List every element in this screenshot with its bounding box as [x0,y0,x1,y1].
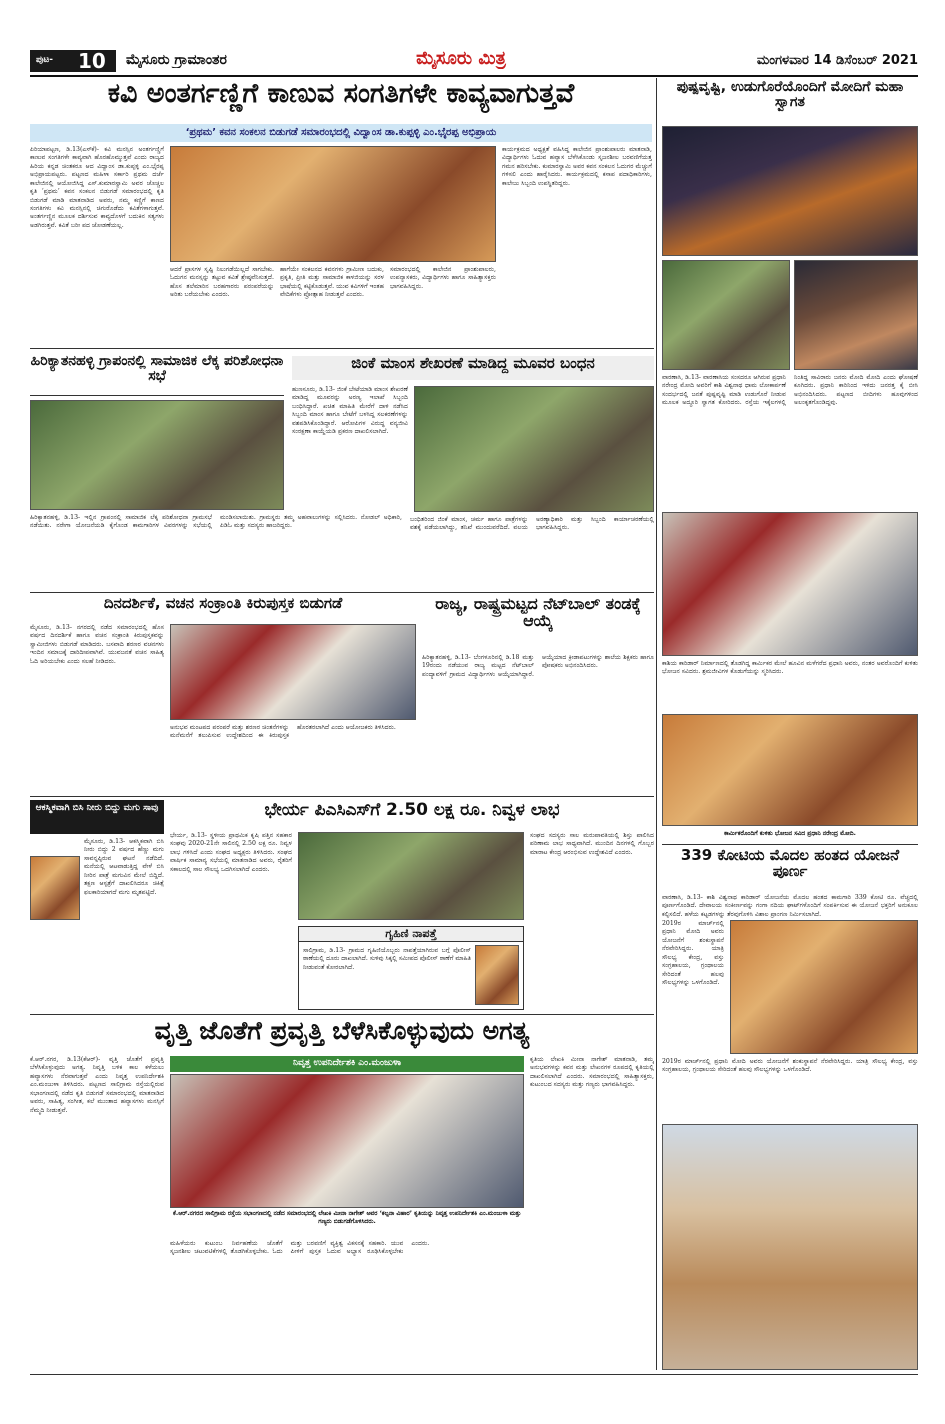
deer-body: ಹುಣಸೂರು, ಡಿ.13- ಜಿಂಕೆ ಬೇಟೆಯಾಡಿ ಮಾಂಸ ಶೇಖರಣೆ ಮಾಡಿದ್ದ ಮೂವರನ್ನು ಅರಣ್ಯ ಇಲಾಖೆ ಸಿಬ್ಬಂದಿ ಬಂಧಿಸಿದ್ದಾರೆ. ಖಚಿತ ಮಾಹಿತಿ ಮೇರೆಗೆ ದಾಳಿ ನಡೆಸಿದ ಸಿಬ್ಬಂದಿ ಮಾಂಸ ಹಾಗೂ ಬೇಟೆಗೆ ಬಳಸಿದ್ದ ಸಲಕರಣೆಗಳನ್ನು ವಶಪಡಿಸಿಕೊಂಡಿದ್ದಾರೆ. ಆರೋಪಿಗಳ ವಿರುದ್ಧ ವನ್ಯಜೀವಿ ಸಂರಕ್ಷಣಾ ಕಾಯ್ದೆಯಡಿ ಪ್ರಕರಣ ದಾಖಲಿಸಲಾಗಿದೆ. [292,386,408,436]
page-label: ಪುಟ- [36,55,53,65]
hobby-body-mid: ಮಹಿಳೆಯರು ಕುಟುಂಬ ನಿರ್ವಹಣೆಯ ಜೊತೆಗೆ ಸೃಜನಶೀಲ ಚಟುವಟಿಕೆಗಳಲ್ಲಿ ತೊಡಗಿಕೊಳ್ಳಬೇಕು. ಓದು ಮತ್ತು ಬರವಣಿಗೆ ವ್ಯಕ್ತಿತ್ವ ವಿಕಸನಕ್ಕೆ ಸಹಕಾರಿ. ಯುವ ಪೀಳಿಗೆ ಪುಸ್ತಕ ಓದುವ ಅಭ್ಯಾಸ ರೂಢಿಸಿಕೊಳ್ಳಬೇಕು ಎಂದರು. [170,1240,430,1256]
modi-body: ವಾರಣಾಸಿ, ಡಿ.13- ವಾರಣಾಸಿಯ ಸಂಸದರೂ ಆಗಿರುವ ಪ್ರಧಾನಿ ನರೇಂದ್ರ ಮೋದಿ ಅವರಿಗೆ ಕಾಶಿ ವಿಶ್ವನಾಥ ಧಾಮ ಲೋಕಾರ್ಪಣೆ ಸಂದರ್ಭದಲ್ಲಿ ಜನತೆ ಪುಷ್ಪವೃಷ್ಟಿ ಮಾಡಿ ಉಡುಗೊರೆ ನೀಡುವ ಮೂಲಕ ಅದ್ಧೂರಿ ಸ್ವಾಗತ ಕೋರಿದರು. ರಸ್ತೆಯ ಇಕ್ಕೆಲಗಳಲ್ಲಿ ನಿಂತಿದ್ದ ಸಾವಿರಾರು ಜನರು ಮೋದಿ ಮೋದಿ ಎಂದು ಘೋಷಣೆ ಕೂಗಿದರು. ಪ್ರಧಾನಿ ಕಾರಿನಿಂದ ಇಳಿದು ಜನರತ್ತ ಕೈ ಬೀಸಿ ಅಭಿನಂದಿಸಿದರು. ಪಟ್ಟಣದ ಬೀದಿಗಳು ಹೂವುಗಳಿಂದ ಅಲಂಕೃತಗೊಂಡಿದ್ದವು. [662,374,918,407]
obituary-photo [475,945,519,1005]
obituary-headline: ಗೃಹಿಣಿ ನಾಪತ್ತೆ [299,927,523,942]
modi-photo-ghat [662,126,918,256]
calendar-headline: ದಿನದರ್ಶಿಕೆ, ವಚನ ಸಂಕ್ರಾಂತಿ ಕಿರುಪುಸ್ತಕ ಬಿಡುಗಡೆ [103,596,343,612]
page-number: 10 [78,50,106,72]
temple-photo [662,1124,918,1370]
modi-photo-lunch [662,714,918,826]
lead-body-mid3: ಸಮಾರಂಭದಲ್ಲಿ ಕಾಲೇಜಿನ ಪ್ರಾಂಶುಪಾಲರು, ಉಪನ್ಯಾಸಕರು, ವಿದ್ಯಾರ್ಥಿಗಳು ಹಾಗೂ ಸಾಹಿತ್ಯಾಸಕ್ತರು ಭಾಗವಹಿಸಿದ್ದರು. [390,266,496,290]
modi-rule [662,844,918,845]
pacs-body2: ಸಂಘದ ಸದಸ್ಯರು ಸಾಲ ಮರುಪಾವತಿಯಲ್ಲಿ ಶಿಸ್ತು ಪಾಲಿಸಿದ ಪರಿಣಾಮ ಲಾಭ ಸಾಧ್ಯವಾಗಿದೆ. ಮುಂದಿನ ದಿನಗಳಲ್ಲಿ ಗೊಬ್ಬರ ಮಾರಾಟ ಕೇಂದ್ರ ಆರಂಭಿಸುವ ಉದ್ದೇಶವಿದೆ ಎಂದರು. [530,832,654,856]
project-body2: 2019ರ ಮಾರ್ಚ್‍ನಲ್ಲಿ ಪ್ರಧಾನಿ ಮೋದಿ ಅವರು ಯೋಜನೆಗೆ ಶಂಕುಸ್ಥಾಪನೆ ನೆರವೇರಿಸಿದ್ದರು. ಯಾತ್ರಿ ಸೌಲಭ್ಯ ಕೇಂದ್ರ, ವಸ್ತು ಸಂಗ್ರಹಾಲಯ, ಗ್ರಂಥಾಲಯ ಸೇರಿದಂತೆ ಹಲವು ಸೌಲಭ್ಯಗಳನ್ನು ಒಳಗೊಂಡಿದೆ. [662,1058,918,1074]
lead-subhead: ‘ಪ್ರಥಮ’ ಕವನ ಸಂಕಲನ ಬಿಡುಗಡೆ ಸಮಾರಂಭದಲ್ಲಿ ವಿದ್ವಾಂಸ ಡಾ.ಕುಪ್ಪಳ್ಳಿ ಎಂ.ಭೈರಪ್ಪ ಅಭಿಪ್ರಾಯ [30,124,652,142]
obituary-body: ಸಾಲಿಗ್ರಾಮ, ಡಿ.13- ಗ್ರಾಮದ ಗೃಹಿಣಿಯೊಬ್ಬರು ನಾಪತ್ತೆಯಾಗಿರುವ ಬಗ್ಗೆ ಪೊಲೀಸ್ ಠಾಣೆಯಲ್ಲಿ ದೂರು ದಾಖಲಾಗಿದೆ. ಸುಳಿವು ಸಿಕ್ಕಲ್ಲಿ ಸಮೀಪದ ಪೊಲೀಸ್ ಠಾಣೆಗೆ ಮಾಹಿತಿ ನೀಡುವಂತೆ ಕೋರಲಾಗಿದೆ. [303,947,471,971]
lead-body-right: ಕಾರ್ಯಕ್ರಮದ ಅಧ್ಯಕ್ಷತೆ ವಹಿಸಿದ್ದ ಕಾಲೇಜಿನ ಪ್ರಾಂಶುಪಾಲರು ಮಾತನಾಡಿ, ವಿದ್ಯಾರ್ಥಿಗಳು ಓದುವ ಹವ್ಯಾಸ ಬೆಳೆಸಿಕೊಂಡು ಸೃಜನಶೀಲ ಬರವಣಿಗೆಯತ್ತ ಗಮನ ಹರಿಸಬೇಕು. ಕುಮಾರಸ್ವಾಮಿ ಅವರ ಕವನ ಸಂಕಲನ ಓದುಗರ ಮೆಚ್ಚುಗೆ ಗಳಿಸಲಿ ಎಂದು ಹಾರೈಸಿದರು. ಕಾರ್ಯಕ್ರಮದಲ್ಲಿ ಕಸಾಪ ಪದಾಧಿಕಾರಿಗಳು, ಕಾಲೇಜು ಸಿಬ್ಬಂದಿ ಉಪಸ್ಥಿತರಿದ್ದರು. [502,146,652,187]
obituary-box [298,926,524,1010]
column-divider [656,78,657,1370]
lead-body-mid2: ಹಾಗೆಯೇ ಸಂಕಲನದ ಕವನಗಳು ಗ್ರಾಮೀಣ ಬದುಕು, ಪ್ರಕೃತಿ, ಪ್ರೀತಿ ಮತ್ತು ಸಾಮಾಜಿಕ ಕಾಳಜಿಯನ್ನು ಸರಳ ಭಾಷೆಯಲ್ಲಿ ಕಟ್ಟಿಕೊಡುತ್ತವೆ. ಯುವ ಕವಿಗಳಿಗೆ ಇಂತಹ ವೇದಿಕೆಗಳು ಪ್ರೋತ್ಸಾಹ ನೀಡುತ್ತವೆ ಎಂದರು. [280,266,384,299]
hobby-body-left: ಕೆ.ಆರ್.ನಗರ, ಡಿ.13(ಕೆಆರ್)- ವೃತ್ತಿ ಜೊತೆಗೆ ಪ್ರವೃತ್ತಿ ಬೆಳೆಸಿಕೊಳ್ಳುವುದು ಅಗತ್ಯ. ನಿವೃತ್ತಿ ಬಳಿಕ ಕಾಲ ಕಳೆಯಲು ಹವ್ಯಾಸಗಳು ನೆರವಾಗುತ್ತವೆ ಎಂದು ನಿವೃತ್ತ ಉಪನಿರ್ದೇಶಕಿ ಎಂ.ಮಂಜುಳಾ ತಿಳಿಸಿದರು. ಪಟ್ಟಣದ ಸಾಲಿಗ್ರಾಮ ರಸ್ತೆಯಲ್ಲಿರುವ ಸಭಾಂಗಣದಲ್ಲಿ ನಡೆದ ಕೃತಿ ಬಿಡುಗಡೆ ಸಮಾರಂಭದಲ್ಲಿ ಮಾತನಾಡಿದ ಅವರು, ಸಾಹಿತ್ಯ, ಸಂಗೀತ, ಕಲೆ ಮುಂತಾದ ಹವ್ಯಾಸಗಳು ಮನಸ್ಸಿಗೆ ನೆಮ್ಮದಿ ನೀಡುತ್ತವೆ. [30,1056,164,1114]
band2-rule [30,592,654,593]
hobby-caption: ಕೆ.ಆರ್.ನಗರದ ಸಾಲಿಗ್ರಾಮ ರಸ್ತೆಯ ಸಭಾಂಗಣದಲ್ಲಿ ನಡೆದ ಸಮಾರಂಭದಲ್ಲಿ ಲೇಖಕಿ ಮೀನಾ ನಾಗೇಶ್ ಅವರ ‘ಕಲ್ಪನಾ ವಿಹಾರ’ ಕೃತಿಯನ್ನು ನಿವೃತ್ತ ಉಪನಿರ್ದೇಶಕಿ ಎಂ.ಮಂಜುಳಾ ಮತ್ತು ಗಣ್ಯರು ಬಿಡುಗಡೆಗೊಳಿಸಿದರು. [172,1210,522,1225]
project-body: ವಾರಣಾಸಿ, ಡಿ.13- ಕಾಶಿ ವಿಶ್ವನಾಥ ಕಾರಿಡಾರ್ ಯೋಜನೆಯ ಮೊದಲ ಹಂತದ ಕಾಮಗಾರಿ 339 ಕೋಟಿ ರೂ. ವೆಚ್ಚದಲ್ಲಿ ಪೂರ್ಣಗೊಂಡಿದೆ. ದೇವಾಲಯ ಸಂಕೀರ್ಣವನ್ನು ಗಂಗಾ ನದಿಯ ಘಾಟ್‍ಗಳೊಂದಿಗೆ ಸಂಪರ್ಕಿಸುವ ಈ ಯೋಜನೆ ಭಕ್ತರಿಗೆ ಅನುಕೂಲ ಕಲ್ಪಿಸಲಿದೆ. ಹಳೆಯ ಕಟ್ಟಡಗಳನ್ನು ತೆರವುಗೊಳಿಸಿ ವಿಶಾಲ ಪ್ರಾಂಗಣ ನಿರ್ಮಿಸಲಾಗಿದೆ. [662,894,918,918]
hobby-headline: ವೃತ್ತಿ ಜೊತೆಗೆ ಪ್ರವೃತ್ತಿ ಬೆಳೆಸಿಕೊಳ್ಳುವುದು ಅಗತ್ಯ [154,1018,530,1045]
hobby-photo [170,1074,524,1208]
lead-body-mid1: ಆದರೆ ಪ್ರಾಸಗಳ ಸೃಷ್ಟಿ ನಿಲುಗಡೆಯಿಲ್ಲದೆ ಸಾಗಬೇಕು. ಓದುಗನ ಮನಸ್ಸನ್ನು ತಟ್ಟುವ ಕವಿತೆ ಶ್ರೇಷ್ಠವೆನಿಸುತ್ತದೆ. ಹೊಸ ತಲೆಮಾರಿನ ಬರಹಗಾರರು ಪರಂಪರೆಯನ್ನು ಅರಿತು ಬರೆಯಬೇಕು ಎಂದರು. [170,266,274,299]
page-number-box [30,50,116,72]
modi-caption: ಕಾರ್ಮಿಕರೊಂದಿಗೆ ಕುಳಿತು ಭೋಜನ ಸವಿದ ಪ್ರಧಾನಿ ನರೇಂದ್ರ ಮೋದಿ. [724,830,856,837]
netball-headline: ರಾಜ್ಯ, ರಾಷ್ಟ್ರಮಟ್ಟದ ನೆಟ್‍ಬಾಲ್ ತಂಡಕ್ಕೆ ಆಯ್ಕೆ [435,596,641,630]
deer-body2: ಬಂಧಿತರಿಂದ ಜಿಂಕೆ ಮಾಂಸ, ಚರ್ಮ ಹಾಗೂ ಪಾತ್ರೆಗಳನ್ನು ವಶಕ್ಕೆ ಪಡೆಯಲಾಗಿದ್ದು, ತನಿಖೆ ಮುಂದುವರೆದಿದೆ. ವಲಯ ಅರಣ್ಯಾಧಿಕಾರಿ ಮತ್ತು ಸಿಬ್ಬಂದಿ ಕಾರ್ಯಾಚರಣೆಯಲ್ಲಿ ಭಾಗವಹಿಸಿದ್ದರು. [410,516,654,532]
lead-body-left: ಪಿರಿಯಾಪಟ್ಟಣ, ಡಿ.13(ಎಸ್‍ಕೆ)- ಕವಿ ಮನಸ್ಸಿನ ಅಂತರ್ಗಣ್ಣಿಗೆ ಕಾಣುವ ಸಂಗತಿಗಳೇ ಕಾವ್ಯವಾಗಿ ಹೊರಹೊಮ್ಮುತ್ತವೆ ಎಂದು ರಾಜ್ಯದ ಹಿರಿಯ ಕನ್ನಡ ಚಿಂತಕರೂ ಆದ ವಿದ್ವಾಂಸ ಡಾ.ಕುಪ್ಪಳ್ಳಿ ಎಂ.ಭೈರಪ್ಪ ಅಭಿಪ್ರಾಯಪಟ್ಟರು. ಪಟ್ಟಣದ ಮಹಿಳಾ ಸರ್ಕಾರಿ ಪ್ರಥಮ ದರ್ಜೆ ಕಾಲೇಜಿನಲ್ಲಿ ಆಯೋಜಿಸಿದ್ದ ಎಸ್.ಕುಮಾರಸ್ವಾಮಿ ಅವರ ಚೊಚ್ಚಲ ಕೃತಿ ‘ಪ್ರಥಮ’ ಕವನ ಸಂಕಲನ ಬಿಡುಗಡೆ ಸಮಾರಂಭದಲ್ಲಿ ಕೃತಿ ಬಿಡುಗಡೆ ಮಾಡಿ ಮಾತನಾಡಿದ ಅವರು, ನಮ್ಮ ಕಣ್ಣಿಗೆ ಕಾಣದ ಸಂಗತಿಗಳು ಕವಿ ಮನಸ್ಸಿನಲ್ಲಿ ಚಿಗುರೊಡೆದು ಕವಿತೆಗಳಾಗುತ್ತವೆ. ಅಂತರ್ಗಣ್ಣಿನ ಮೂಲಕ ದರ್ಶಿಸುವ ಕಾವ್ಯದೊಳಗೆ ಬದುಕಿನ ಸತ್ಯಗಳು ಅಡಗಿರುತ್ತವೆ. ಕವಿತೆ ಬರೀ ಪದ ಜೋಡಣೆಯಲ್ಲ. [30,146,164,229]
deer-photo [414,386,654,512]
pacs-photo [298,832,524,920]
project-photo [730,920,918,1054]
lead-headline: ಕವಿ ಅಂತರ್ಗಣ್ಣಿಗೆ ಕಾಣುವ ಸಂಗತಿಗಳೇ ಕಾವ್ಯವಾಗುತ್ತವೆ [107,80,575,109]
footer-rule [30,1374,918,1375]
project-body-side: 2019ರ ಮಾರ್ಚ್‍ನಲ್ಲಿ ಪ್ರಧಾನಿ ಮೋದಿ ಅವರು ಯೋಜನೆಗೆ ಶಂಕುಸ್ಥಾಪನೆ ನೆರವೇರಿಸಿದ್ದರು. ಯಾತ್ರಿ ಸೌಲಭ್ಯ ಕೇಂದ್ರ, ವಸ್ತು ಸಂಗ್ರಹಾಲಯ, ಗ್ರಂಥಾಲಯ ಸೇರಿದಂತೆ ಹಲವು ಸೌಲಭ್ಯಗಳನ್ನು ಒಳಗೊಂಡಿದೆ. [662,920,724,986]
hobby-body-right: ಕೃತಿಯ ಲೇಖಕಿ ಮೀನಾ ನಾಗೇಶ್ ಮಾತನಾಡಿ, ತಮ್ಮ ಅನುಭವಗಳನ್ನು ಕವನ ಮತ್ತು ಲೇಖನಗಳ ರೂಪದಲ್ಲಿ ಕೃತಿಯಲ್ಲಿ ದಾಖಲಿಸಲಾಗಿದೆ ಎಂದರು. ಸಮಾರಂಭದಲ್ಲಿ ಸಾಹಿತ್ಯಾಸಕ್ತರು, ಕುಟುಂಬದ ಸದಸ್ಯರು ಮತ್ತು ಗಣ್ಯರು ಭಾಗವಹಿಸಿದ್ದರು. [530,1056,654,1089]
date-line: ಮಂಗಳವಾರ 14 ಡಿಸೆಂಬರ್ 2021 [756,53,918,68]
audit-body: ಹಿರಿಕ್ಯಾತನಹಳ್ಳಿ, ಡಿ.13- ಇಲ್ಲಿನ ಗ್ರಾಪಂನಲ್ಲಿ ಸಾಮಾಜಿಕ ಲೆಕ್ಕ ಪರಿಶೋಧನಾ ಗ್ರಾಮಸಭೆ ನಡೆಯಿತು. ನರೇಗಾ ಯೋಜನೆಯಡಿ ಕೈಗೊಂಡ ಕಾಮಗಾರಿಗಳ ವಿವರಗಳನ್ನು ಸಭೆಯಲ್ಲಿ ಮಂಡಿಸಲಾಯಿತು. ಗ್ರಾಮಸ್ಥರು ತಮ್ಮ ಅಹವಾಲುಗಳನ್ನು ಸಲ್ಲಿಸಿದರು. ನೋಡಲ್ ಅಧಿಕಾರಿ, ಪಿಡಿಓ ಮತ್ತು ಸದಸ್ಯರು ಹಾಜರಿದ್ದರು. [30,514,402,530]
header-rule [30,75,918,77]
child-photo [30,856,80,920]
audit-photo [30,400,284,510]
child-headline: ಆಕಸ್ಮಿಕವಾಗಿ ಬಿಸಿ ನೀರು ಬಿದ್ದು ಮಗು ಸಾವು [30,800,164,834]
project-headline: 339 ಕೋಟಿಯ ಮೊದಲ ಹಂತದ ಯೋಜನೆ ಪೂರ್ಣ [680,848,900,880]
modi-headline: ಪುಷ್ಪವೃಷ್ಟಿ, ಉಡುಗೊರೆಯೊಂದಿಗೆ ಮೋದಿಗೆ ಮಹಾ ಸ್ವಾಗತ [676,80,904,110]
lead-photo [170,146,496,262]
child-body: ಮೈಸೂರು, ಡಿ.13- ಆಕಸ್ಮಿಕವಾಗಿ ಬಿಸಿ ನೀರು ಬಿದ್ದು 2 ವರ್ಷದ ಹೆಣ್ಣು ಮಗು ಸಾವನ್ನಪ್ಪಿರುವ ಘಟನೆ ನಡೆದಿದೆ. ಮನೆಯಲ್ಲಿ ಆಟವಾಡುತ್ತಿದ್ದ ವೇಳೆ ಬಿಸಿ ನೀರಿನ ಪಾತ್ರೆ ಮಗುವಿನ ಮೇಲೆ ಬಿದ್ದಿದೆ. ತಕ್ಷಣ ಆಸ್ಪತ್ರೆಗೆ ದಾಖಲಿಸಿದರೂ ಚಿಕಿತ್ಸೆ ಫಲಕಾರಿಯಾಗದೆ ಮಗು ಮೃತಪಟ್ಟಿದೆ. [84,838,164,896]
audit-headline: ಹಿರಿಕ್ಯಾತನಹಳ್ಳಿ ಗ್ರಾಪಂನಲ್ಲಿ ಸಾಮಾಜಿಕ ಲೆಕ್ಕ ಪರಿಶೋಧನಾ ಸಭೆ [30,354,284,396]
modi-body2: ಕಾಶಿಯ ಕಾರಿಡಾರ್ ನಿರ್ಮಾಣದಲ್ಲಿ ತೊಡಗಿದ್ದ ಕಾರ್ಮಿಕರ ಮೇಲೆ ಹೂವಿನ ಮಳೆಗರೆದ ಪ್ರಧಾನಿ ಅವರು, ನಂತರ ಅವರೊಂದಿಗೆ ಕುಳಿತು ಭೋಜನ ಸವಿದರು. ಶ್ರಮಜೀವಿಗಳ ಕೊಡುಗೆಯನ್ನು ಸ್ಮರಿಸಿದರು. [662,660,918,676]
band3-rule [30,796,654,797]
netball-body: ಹಿರಿಕ್ಯಾತನಹಳ್ಳಿ, ಡಿ.13- ಬೆಂಗಳೂರಿನಲ್ಲಿ ಡಿ.18 ಮತ್ತು 19ರಂದು ನಡೆಯುವ ರಾಜ್ಯ ಮಟ್ಟದ ನೆಟ್‍ಬಾಲ್ ಪಂದ್ಯಾವಳಿಗೆ ಗ್ರಾಮದ ವಿದ್ಯಾರ್ಥಿಗಳು ಆಯ್ಕೆಯಾಗಿದ್ದಾರೆ. ಆಯ್ಕೆಯಾದ ಕ್ರೀಡಾಪಟುಗಳನ್ನು ಶಾಲೆಯ ಶಿಕ್ಷಕರು ಹಾಗೂ ಪೋಷಕರು ಅಭಿನಂದಿಸಿದರು. [422,654,654,678]
lead-bottom-rule [30,348,654,349]
page-header [30,48,918,74]
masthead: ಮೈಸೂರು ಮಿತ್ರ [416,48,506,69]
hobby-kicker: ನಿವೃತ್ತ ಉಪನಿರ್ದೇಶಕಿ ಎಂ.ಮಂಜುಳಾ [170,1056,524,1072]
calendar-photo [170,624,416,720]
modi-photo-workers [662,512,918,656]
section-name: ಮೈಸೂರು ಗ್ರಾಮಾಂತರ [126,52,227,68]
deer-headline: ಜಿಂಕೆ ಮಾಂಸ ಶೇಖರಣೆ ಮಾಡಿದ್ದ ಮೂವರ ಬಂಧನ [292,356,654,380]
modi-photo-flowers [794,260,918,370]
calendar-body2: ಅನುಭವ ಮಂಟಪದ ಪರಂಪರೆ ಮತ್ತು ಶರಣರ ಚಿಂತನೆಗಳನ್ನು ಮನೆಮನೆಗೆ ತಲುಪಿಸುವ ಉದ್ದೇಶದಿಂದ ಈ ಕಿರುಪುಸ್ತಕ ಹೊರತರಲಾಗಿದೆ ಎಂದು ಆಯೋಜಕರು ತಿಳಿಸಿದರು. [170,724,396,740]
pacs-body: ಭೇರ್ಯ, ಡಿ.13- ಸ್ಥಳೀಯ ಪ್ರಾಥಮಿಕ ಕೃಷಿ ಪತ್ತಿನ ಸಹಕಾರ ಸಂಘವು 2020-21ನೇ ಸಾಲಿನಲ್ಲಿ 2.50 ಲಕ್ಷ ರೂ. ನಿವ್ವಳ ಲಾಭ ಗಳಿಸಿದೆ ಎಂದು ಸಂಘದ ಅಧ್ಯಕ್ಷರು ತಿಳಿಸಿದರು. ಸಂಘದ ವಾರ್ಷಿಕ ಸಾಮಾನ್ಯ ಸಭೆಯಲ್ಲಿ ಮಾತನಾಡಿದ ಅವರು, ರೈತರಿಗೆ ಸಕಾಲದಲ್ಲಿ ಸಾಲ ಸೌಲಭ್ಯ ಒದಗಿಸಲಾಗಿದೆ ಎಂದರು. [170,832,292,873]
modi-photo-car [662,260,790,370]
band4-rule [30,1014,654,1015]
pacs-headline: ಭೇರ್ಯ ಪಿಎಸಿಎಸ್‍ಗೆ 2.50 ಲಕ್ಷ ರೂ. ನಿವ್ವಳ ಲಾಭ [264,802,560,820]
calendar-body: ಮೈಸೂರು, ಡಿ.13- ನಗರದಲ್ಲಿ ನಡೆದ ಸಮಾರಂಭದಲ್ಲಿ ಹೊಸ ವರ್ಷದ ದಿನದರ್ಶಿಕೆ ಹಾಗೂ ವಚನ ಸಂಕ್ರಾಂತಿ ಕಿರುಪುಸ್ತಕವನ್ನು ಸ್ವಾಮೀಜಿಗಳು ಬಿಡುಗಡೆ ಮಾಡಿದರು. ಬಸವಾದಿ ಶರಣರ ವಚನಗಳು ಇಂದಿನ ಸಮಾಜಕ್ಕೆ ದಾರಿದೀಪವಾಗಿವೆ. ಯುವಜನತೆ ವಚನ ಸಾಹಿತ್ಯ ಓದಿ ಅರಿಯಬೇಕು ಎಂದು ಸಲಹೆ ನೀಡಿದರು. [30,624,164,665]
